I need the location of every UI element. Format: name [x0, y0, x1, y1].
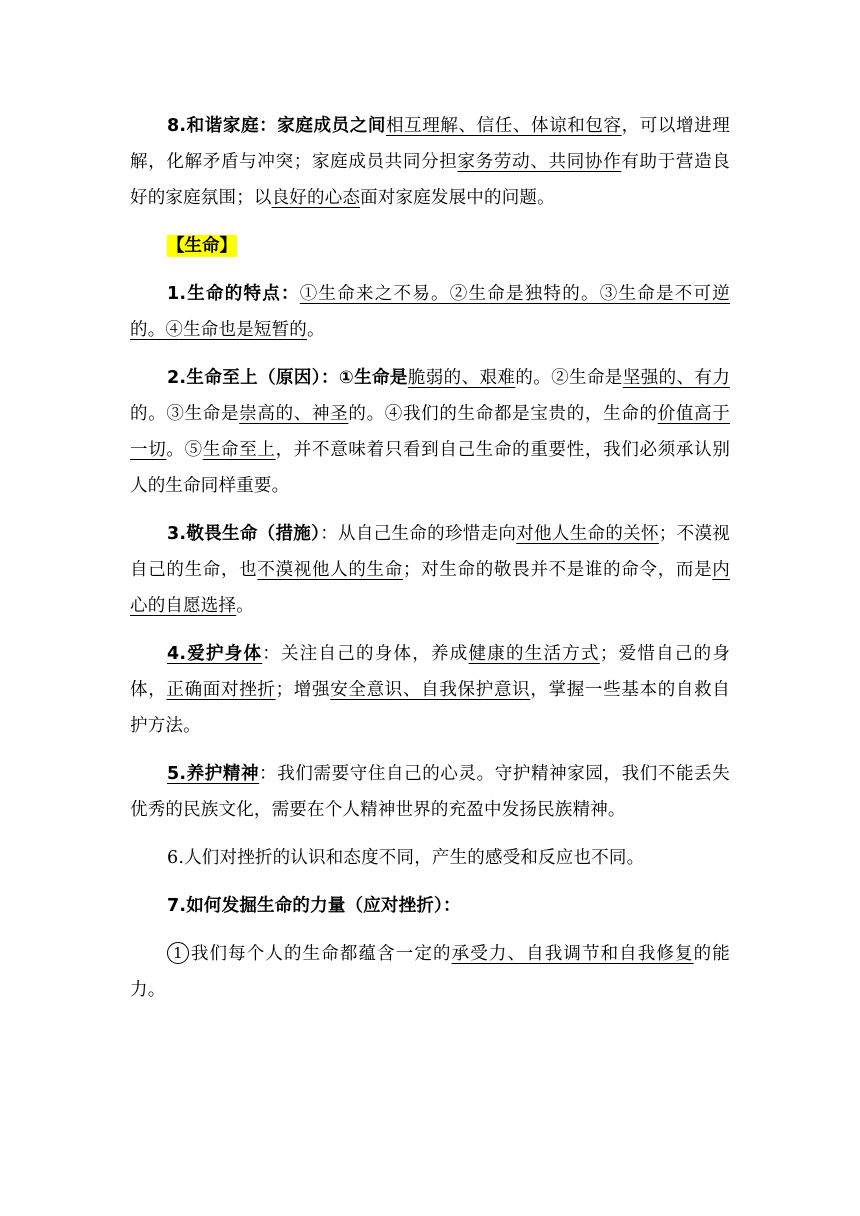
underlined-key-phrase: 健康的生活方式 — [468, 644, 600, 664]
circled-number: 1 — [167, 942, 189, 964]
item-label: 8.和谐家庭 — [167, 116, 260, 136]
item-label: 1.生命的特点 — [167, 284, 282, 304]
underlined-key-phrase: 内心的自愿选择 — [130, 560, 730, 616]
underlined-key-phrase: 良好的心态 — [271, 188, 361, 208]
paragraph-life-supreme: 2.生命至上（原因）：①生命是脆弱的、艰难的。②生命是坚强的、有力的。③生命是崇高的、神圣的。④我们的生命都是宝贵的，生命的价值高于一切。⑤生命至上，并不意味着只看到自己生命的重要性，我们必须承认别人的生命同样重要。 — [130, 368, 731, 496]
underlined-key-phrase: 坚强的、有力 — [622, 368, 731, 388]
highlighted-section-title: 【生命】 — [167, 236, 237, 256]
item-label: 4.爱护身体 — [167, 644, 263, 664]
underlined-key-phrase: ①生命来之不易。②生命是独特的。③生命是不可逆的。④生命也是短暂的 — [130, 284, 730, 340]
paragraph-revere-life: 3.敬畏生命（措施）：从自己生命的珍惜走向对他人生命的关怀；不漠视自己的生命，也不漠视他人的生命；对生命的敬畏并不是谁的命令，而是内心的自愿选择。 — [130, 524, 730, 616]
underlined-key-phrase: 正确面对挫折 — [166, 680, 276, 700]
underlined-key-phrase: 生命至上 — [202, 440, 276, 460]
section-heading — [130, 228, 730, 264]
document-page — [130, 108, 730, 1020]
item-label: 5.养护精神 — [167, 764, 260, 784]
paragraph-nurture-spirit: 5.养护精神：我们需要守住自己的心灵。守护精神家园，我们不能丢失优秀的民族文化，需要在个人精神世界的充盈中发扬民族精神。 — [130, 764, 730, 820]
item-label: 7.如何发掘生命的力量（应对挫折） — [167, 896, 443, 916]
paragraph-life-power-point-1: 1 我们每个人的生命都蕴含一定的承受力、自我调节和自我修复的能力。 — [130, 944, 730, 1000]
underlined-key-phrase: 安全意识、自我保护意识 — [330, 680, 531, 700]
item-label: 2.生命至上（原因） — [167, 368, 321, 388]
underlined-key-phrase: 不漠视他人的生命 — [257, 560, 403, 580]
underlined-key-phrase: 承受力、自我调节和自我修复 — [451, 944, 694, 964]
paragraph-harmonious-family: 8.和谐家庭：家庭成员之间相互理解、信任、体谅和包容，可以增进理解，化解矛盾与冲突；家庭成员共同分担家务劳动、共同协作有助于营造良好的家庭氛围；以良好的心态面对家庭发展中的问题。 — [130, 116, 730, 208]
paragraph-life-traits: 1.生命的特点：①生命来之不易。②生命是独特的。③生命是不可逆的。④生命也是短暂的。 — [130, 284, 730, 340]
paragraph-care-body: 4.爱护身体：关注自己的身体，养成健康的生活方式；爱惜自己的身体，正确面对挫折；增强安全意识、自我保护意识，掌握一些基本的自救自护方法。 — [130, 644, 731, 736]
paragraph-life-power-heading: 7.如何发掘生命的力量（应对挫折）： — [167, 896, 461, 916]
item-label: 3.敬畏生命（措施） — [167, 524, 321, 544]
underlined-key-phrase: 对他人生命的关怀 — [516, 524, 659, 544]
underlined-key-phrase: 脆弱的、艰难 — [407, 368, 516, 388]
underlined-key-phrase: 价值高于一切 — [130, 404, 731, 460]
paragraph-attitude-frustration: 6.人们对挫折的认识和态度不同，产生的感受和反应也不同。 — [167, 848, 645, 868]
underlined-key-phrase: 相互理解、信任、体谅和包容 — [386, 116, 622, 136]
underlined-key-phrase: 家务劳动、共同协作 — [457, 152, 622, 172]
underlined-key-phrase: 崇高的、神圣 — [239, 404, 349, 424]
